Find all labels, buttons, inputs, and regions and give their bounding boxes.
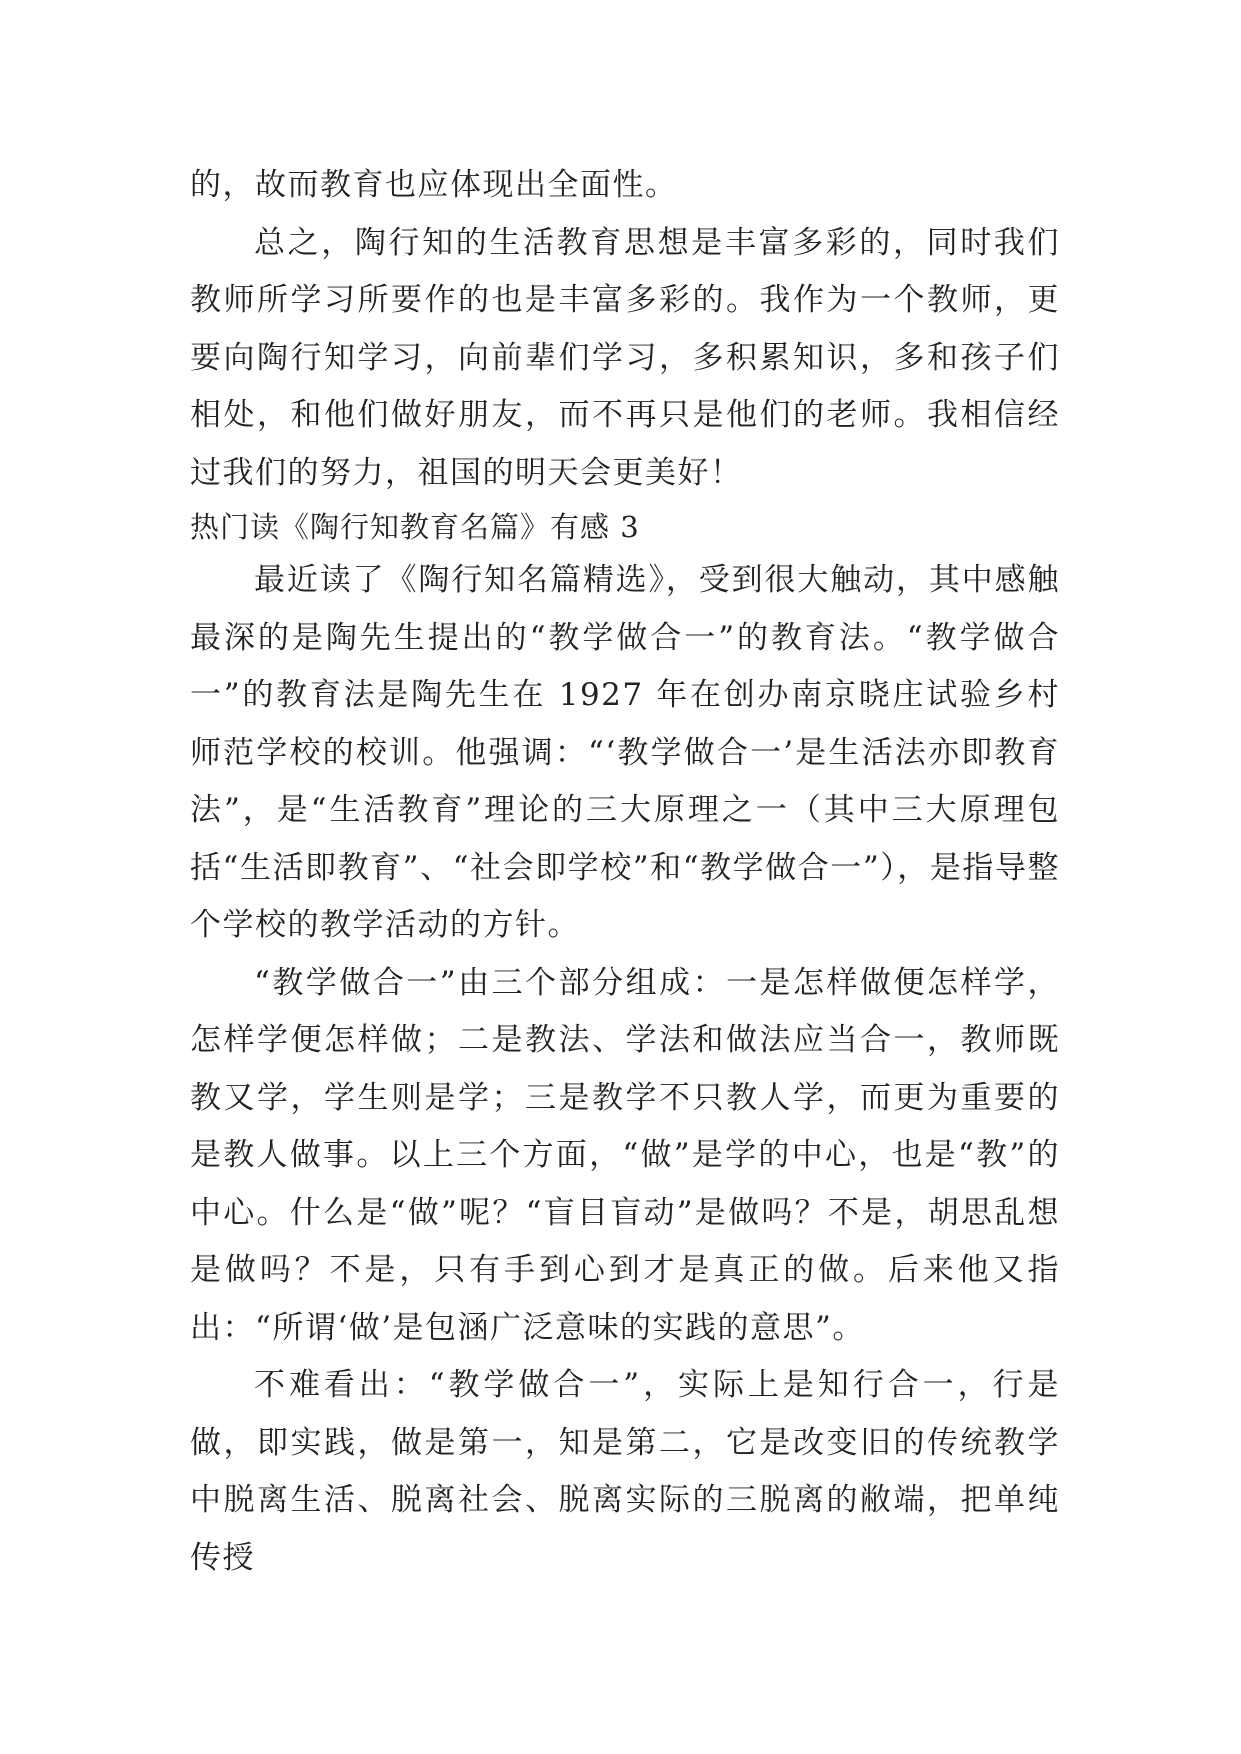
- paragraph-continuation: 的，故而教育也应体现出全面性。: [190, 167, 678, 203]
- paragraph-intro: 最近读了《陶行知名篇精选》，受到很大触动，其中感触最深的是陶先生提出的“教学做合一”的教育法。“教学做合一”的教育法是陶先生在 1927 年在创办南京晓庄试验乡村师范学校的校训。他强调：“‘教学做合一’是生活法亦即教育法”，是“生活教育”理论的三大原理之一（其中三大原理包括“生活即教育”、“社会即学校”和“教学做合一”），是指导整个学校的教学活动的方针。: [190, 562, 1060, 943]
- paragraph-three-parts: “教学做合一”由三个部分组成：一是怎样做便怎样学，怎样学便怎样做；二是教法、学法和做法应当合一，教师既教又学，学生则是学；三是教学不只教人学，而更为重要的是教人做事。以上三个方面，“做”是学的中心，也是“教”的中心。什么是“做”呢？“盲目盲动”是做吗？不是，胡思乱想是做吗？不是，只有手到心到才是真正的做。后来他又指出：“所谓‘做’是包涵广泛意味的实践的意思”。: [190, 964, 1060, 1346]
- document-body: [190, 157, 1060, 1587]
- section-heading: 热门读《陶行知教育名篇》有感 3: [190, 510, 640, 544]
- paragraph-conclusion: 总之，陶行知的生活教育思想是丰富多彩的，同时我们教师所学习所要作的也是丰富多彩的。我作为一个教师，更要向陶行知学习，向前辈们学习，多积累知识，多和孩子们相处，和他们做好朋友，而不再只是他们的老师。我相信经过我们的努力，祖国的明天会更美好！: [190, 224, 1060, 491]
- paragraph-analysis: 不难看出：“教学做合一”，实际上是知行合一，行是做，即实践，做是第一，知是第二，它是改变旧的传统教学中脱离生活、脱离社会、脱离实际的三脱离的敝端，把单纯传授: [190, 1367, 1060, 1576]
